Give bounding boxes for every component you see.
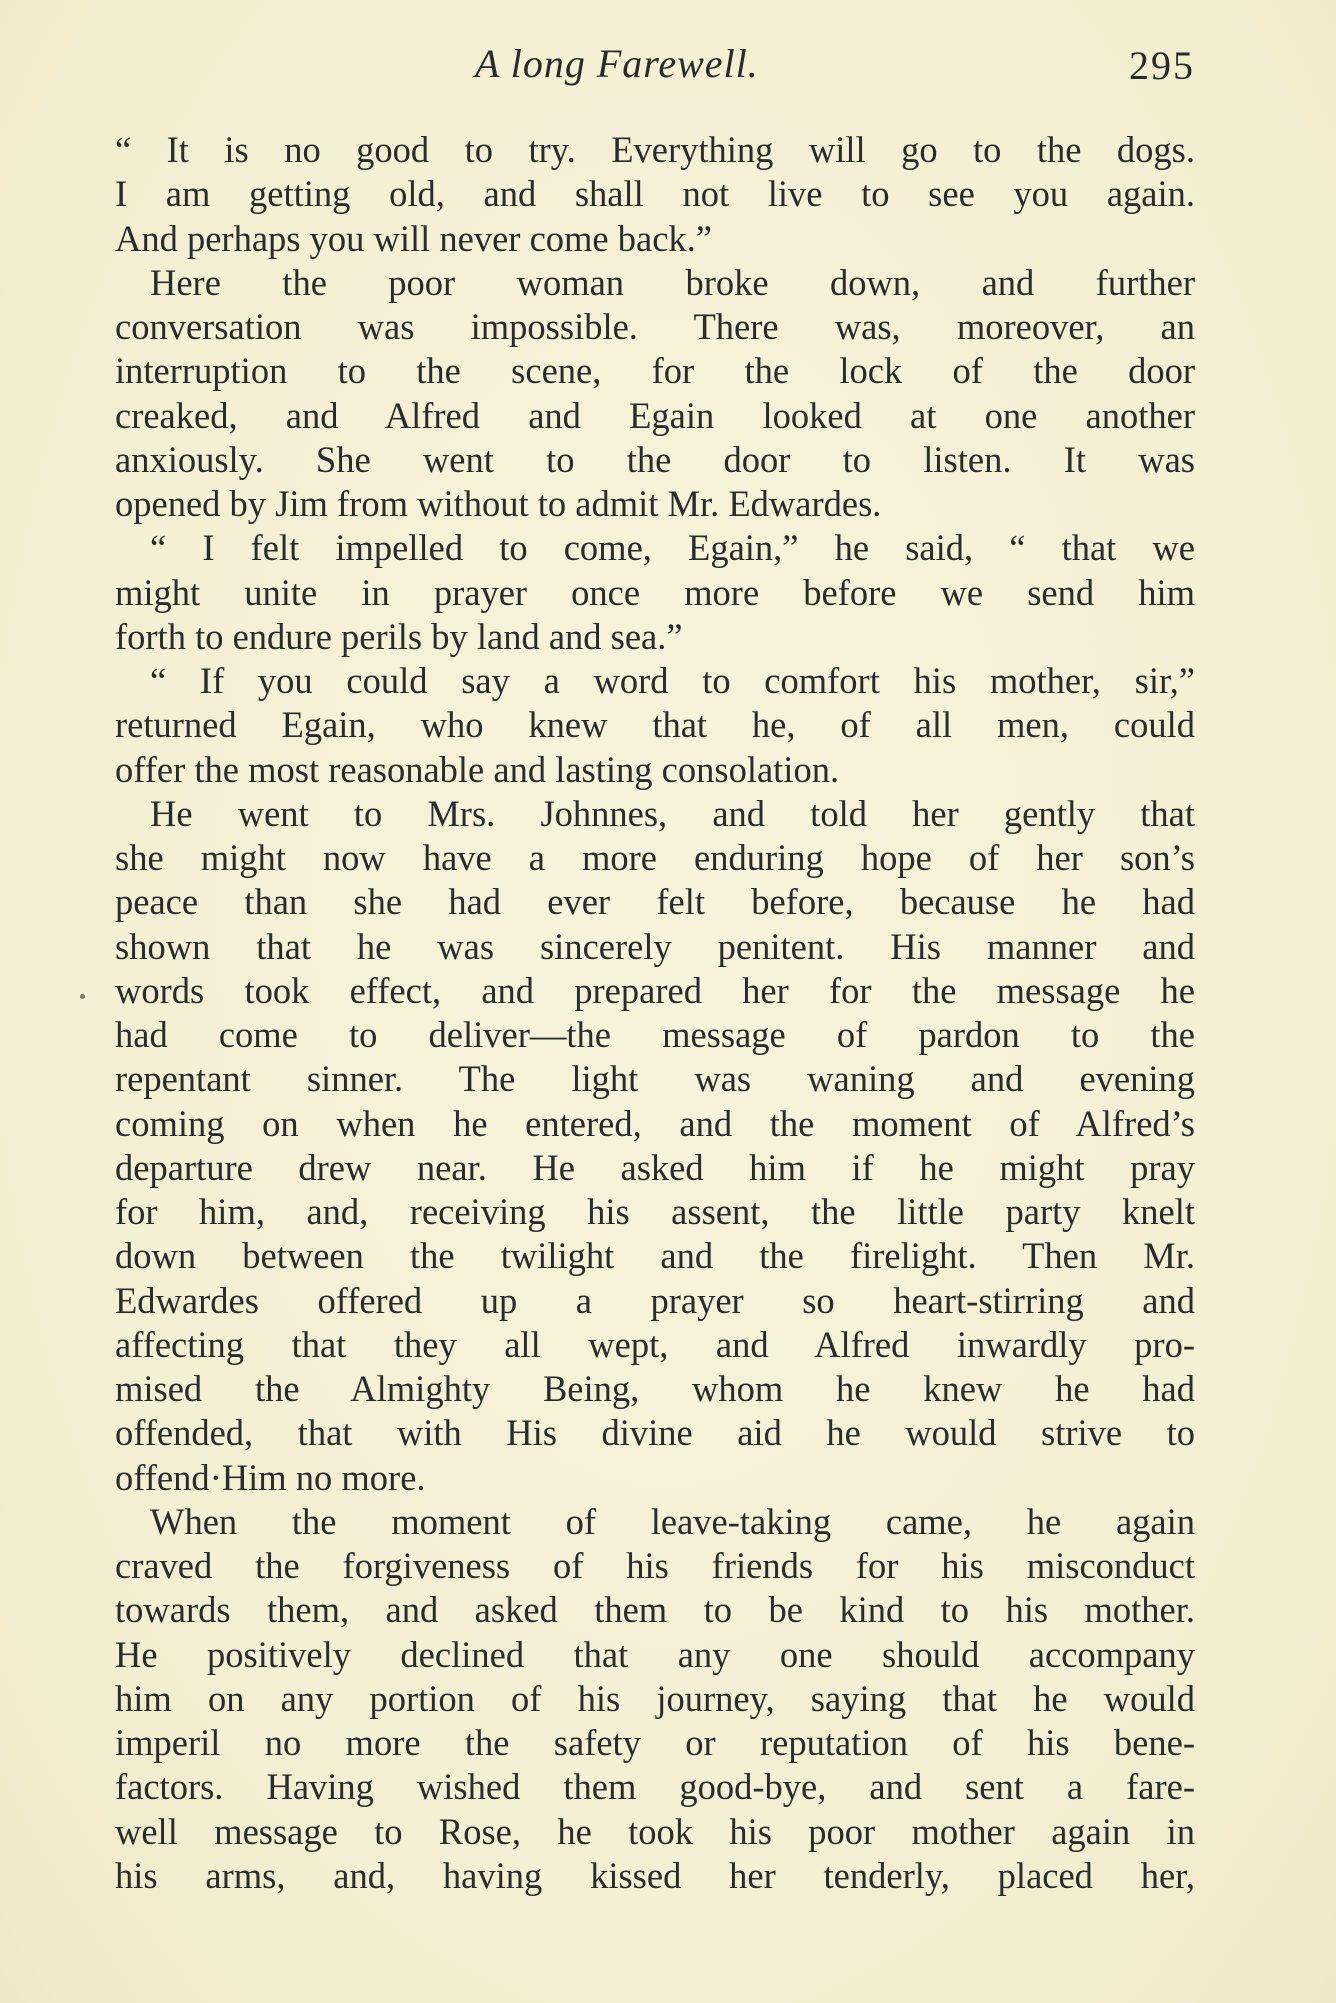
text-line: craved the forgiveness of his friends for his misconduct [115,1545,1195,1586]
text-line: anxiously. She went to the door to listen. It was [115,438,1195,480]
text-line: offer the most reasonable and lasting consolation. [115,748,840,790]
text-line: well message to Rose, he took his poor mother again in [115,1810,1195,1852]
margin-dot-mark [80,994,85,999]
text-line: coming on when he entered, and the moment of Alfred’s [115,1102,1195,1144]
text-line: When the moment of leave-taking came, he again [150,1500,1195,1542]
text-line: repentant sinner. The light was waning and evening [115,1058,1195,1100]
body-text [115,128,1195,1898]
text-line: peace than she had ever felt before, because he had [115,881,1195,923]
text-line: “ I felt impelled to come, Egain,” he said, “ that we [150,527,1195,569]
text-line: towards them, and asked them to be kind to his mother. [115,1589,1195,1631]
text-line: He went to Mrs. Johnnes, and told her gently that [150,792,1195,834]
text-line: him on any portion of his journey, saying that he would [115,1677,1195,1719]
text-line: interruption to the scene, for the lock of the door [115,350,1195,392]
text-line: “ It is no good to try. Everything will go to the dogs. [115,129,1195,170]
text-line: creaked, and Alfred and Egain looked at one another [115,394,1195,436]
page-number: 295 [1129,43,1195,88]
text-line: departure drew near. He asked him if he might pray [115,1146,1195,1188]
text-line: factors. Having wished them good-bye, and sent a fare- [115,1766,1195,1808]
text-line: she might now have a more enduring hope of her son’s [115,837,1195,878]
text-line: And perhaps you will never come back.” [115,217,712,259]
text-line: forth to endure perils by land and sea.” [115,615,683,657]
text-line: for him, and, receiving his assent, the little party knelt [115,1191,1195,1232]
text-line: Here the poor woman broke down, and further [150,261,1195,303]
text-line: shown that he was sincerely penitent. His manner and [115,925,1195,967]
text-line: affecting that they all wept, and Alfred inwardly pro- [115,1323,1195,1365]
running-title: A long Farewell. [475,41,759,86]
text-line: his arms, and, having kissed her tenderly, placed her, [115,1854,1195,1896]
text-line: opened by Jim from without to admit Mr. Edwardes. [115,483,882,524]
text-line: imperil no more the safety or reputation of his bene- [115,1722,1195,1763]
text-line: I am getting old, and shall not live to see you again. [115,173,1195,215]
text-line: words took effect, and prepared her for the message he [115,969,1195,1011]
text-line: might unite in prayer once more before we send him [115,571,1195,613]
text-line: returned Egain, who knew that he, of all men, could [115,704,1195,746]
text-line: He positively declined that any one should accompany [115,1633,1195,1675]
text-line: Edwardes offered up a prayer so heart-stirring and [115,1279,1195,1321]
running-head [115,40,1195,90]
text-line: offended, that with His divine aid he would strive to [115,1412,1195,1454]
text-line: down between the twilight and the firelight. Then Mr. [115,1235,1195,1277]
text-line: conversation was impossible. There was, moreover, an [115,306,1195,347]
text-line: mised the Almighty Being, whom he knew he had [115,1368,1195,1409]
text-line: “ If you could say a word to comfort his mother, sir,” [150,660,1195,701]
text-line: had come to deliver—the message of pardon to the [115,1014,1195,1055]
text-line: offend·Him no more. [115,1456,426,1498]
